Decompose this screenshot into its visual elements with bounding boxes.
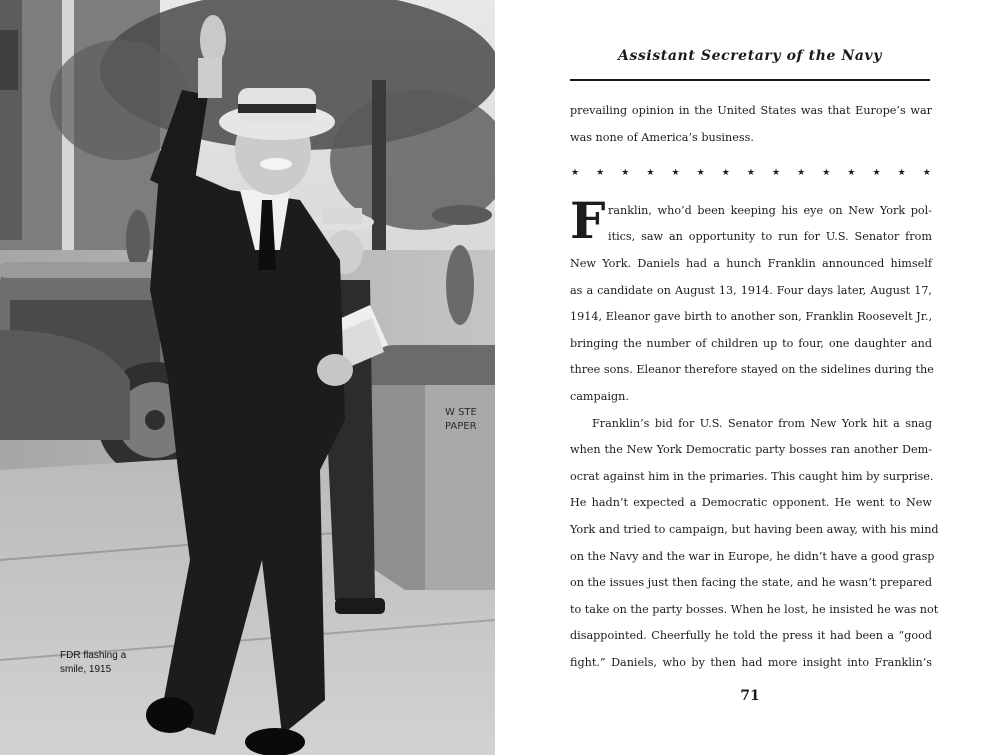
caption-line-1: FDR flashing a [60,650,127,661]
section-break-ornament [570,160,932,187]
text-line: He hadn’t expected a Democratic opponent. He went to New [570,496,932,510]
star-icon: ★ [797,168,806,179]
text-line: on the Navy and the war in Europe, he didn’t have a good grasp [570,549,935,563]
fdr-photograph [0,0,495,755]
star-icon: ★ [922,168,931,179]
text-line: ocrat against him in the primaries. This caught him by surprise. [570,469,934,483]
text-line: fight.” Daniels, who by then had more insight into Franklin’s [570,655,932,669]
text-line: prevailing opinion in the United States was that Europe’s war [570,104,932,117]
text-page [495,0,1000,755]
drop-cap: F [570,190,606,250]
text-line: when the New York Democratic party bosses ran another Dem- [570,443,932,457]
header-rule [570,79,930,81]
text-line: York and tried to campaign, but having been away, with his mind [570,522,939,536]
text-line: to take on the party bosses. When he lost, he insisted he was not [570,602,939,616]
text-line: New York. Daniels had a hunch Franklin announced himself [570,256,932,270]
photo-caption [60,649,170,677]
star-icon: ★ [621,168,630,179]
star-icon: ★ [772,168,781,179]
text-line: bringing the number of children up to four, one daughter and [570,336,932,350]
text-line: ranklin, who’d been keeping his eye on New York pol- [608,203,932,217]
text-line: as a candidate on August 13, 1914. Four days later, August 17, [570,283,932,297]
star-icon: ★ [897,168,906,179]
star-icon: ★ [646,168,655,179]
photo-page [0,0,495,755]
running-head: Assistant Secretary of the Navy [617,48,883,64]
text-line: was none of America’s business. [570,130,754,144]
star-icon: ★ [872,168,881,179]
star-icon: ★ [696,168,705,179]
star-icon: ★ [596,168,605,179]
star-icon: ★ [571,168,580,179]
star-icon: ★ [671,168,680,179]
text-line: Franklin’s bid for U.S. Senator from New York hit a snag [592,416,932,430]
bin-label-line1: W STE [445,407,477,418]
body-text [570,98,939,676]
bin-label-line2: PAPER [445,421,477,432]
text-line: three sons. Eleanor therefore stayed on the sidelines during the [570,363,934,377]
star-icon: ★ [822,168,831,179]
paragraph [570,411,939,677]
star-icon: ★ [847,168,856,179]
text-line: on the issues just then facing the state, and he wasn’t prepared [570,576,932,590]
paragraph-drop-cap [570,190,934,411]
text-line: campaign. [570,389,629,403]
caption-line-2: smile, 1915 [60,664,112,675]
page-number: 71 [740,688,760,704]
text-line: disappointed. Cheerfully he told the press it had been a “good [570,629,932,643]
text-line: itics, saw an opportunity to run for U.S. Senator from [608,230,932,244]
star-icon: ★ [746,168,755,179]
star-icon: ★ [721,168,730,179]
text-line: 1914, Eleanor gave birth to another son, Franklin Roosevelt Jr., [570,310,932,324]
